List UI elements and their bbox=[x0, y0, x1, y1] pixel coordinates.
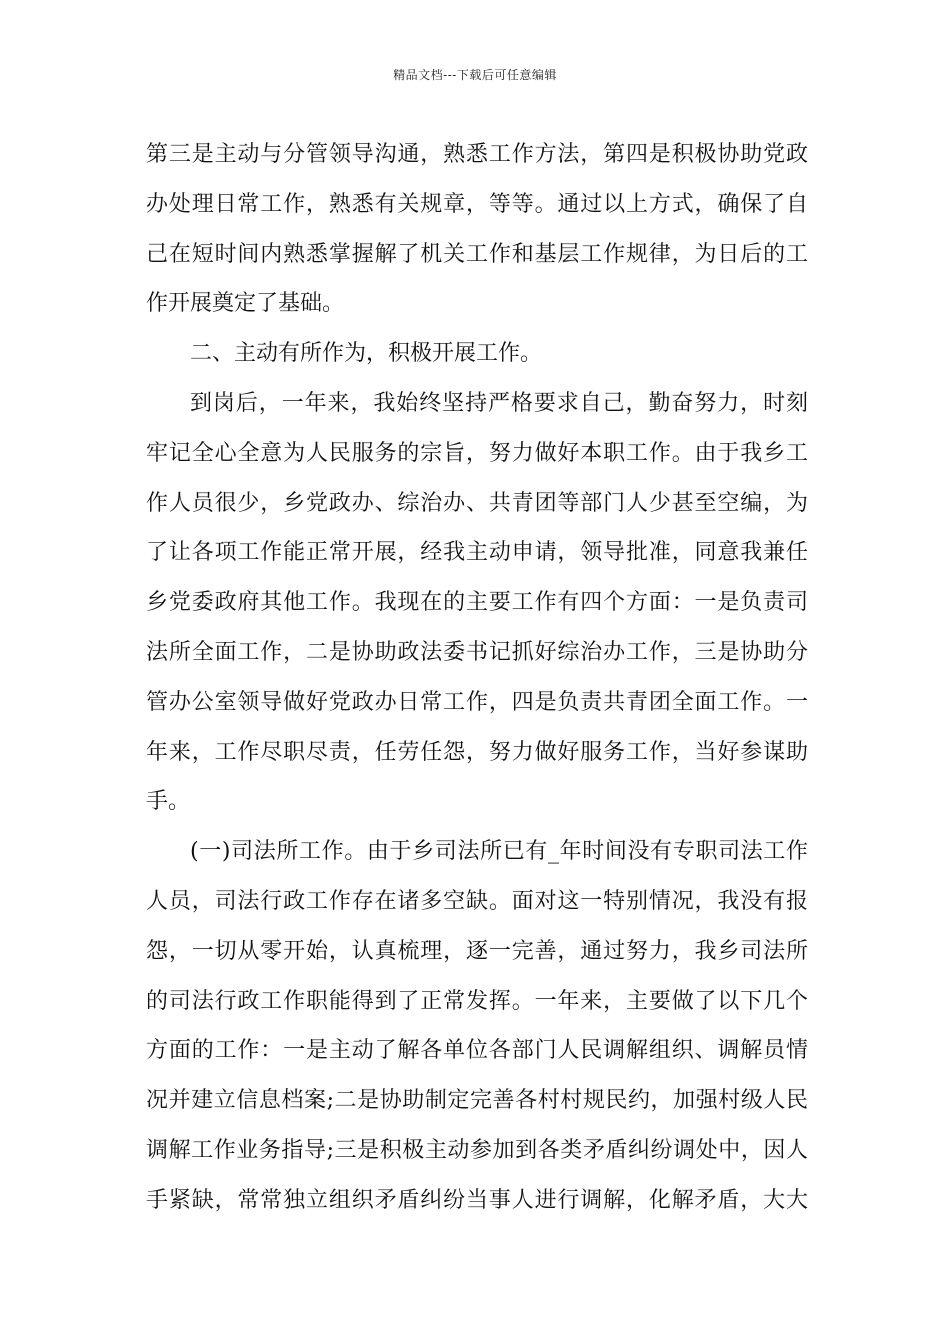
paragraph-first-line: (一)司法所工作。由于乡司法所已有_年时间没有专职司法工作 bbox=[190, 839, 808, 865]
text-line: 方面的工作：一是主动了解各单位各部门人民调解组织、调解员情 bbox=[146, 1038, 808, 1064]
text-line: 第三是主动与分管领导沟通，熟悉工作方法，第四是积极协助党政 bbox=[146, 142, 808, 167]
text-line: 办处理日常工作，熟悉有关规章，等等。通过以上方式，确保了自 bbox=[146, 191, 808, 217]
text-line: 作开展奠定了基础。 bbox=[146, 291, 345, 317]
text-line: 手。 bbox=[146, 789, 191, 815]
text-line: 的司法行政工作职能得到了正常发挥。一年来，主要做了以下几个 bbox=[146, 988, 808, 1014]
paragraph-first-line: 到岗后，一年来，我始终坚持严格要求自己，勤奋努力，时刻 bbox=[190, 390, 808, 416]
page-header: 精品文档---下载后可任意编辑 bbox=[393, 68, 557, 82]
text-line: 管办公室领导做好党政办日常工作，四是负责共青团全面工作。一 bbox=[146, 689, 808, 715]
text-line: 况并建立信息档案;二是协助制定完善各村村规民约，加强村级人民 bbox=[146, 1088, 808, 1114]
text-line: 作人员很少，乡党政办、综治办、共青团等部门人少甚至空编，为 bbox=[146, 490, 808, 516]
text-line: 调解工作业务指导;三是积极主动参加到各类矛盾纠纷调处中，因人 bbox=[146, 1137, 808, 1163]
text-line: 年来，工作尽职尽责，任劳任怨，努力做好服务工作，当好参谋助 bbox=[146, 739, 808, 765]
text-line: 了让各项工作能正常开展，经我主动申请，领导批准，同意我兼任 bbox=[146, 540, 808, 566]
text-line: 怨，一切从零开始，认真梳理，逐一完善，通过努力，我乡司法所 bbox=[146, 938, 808, 964]
text-line: 法所全面工作，二是协助政法委书记抓好综治办工作，三是协助分 bbox=[146, 639, 808, 665]
document-body bbox=[146, 130, 808, 1226]
section-heading: 二、主动有所作为，积极开展工作。 bbox=[190, 341, 543, 367]
text-line: 手紧缺，常常独立组织矛盾纠纷当事人进行调解，化解矛盾，大大 bbox=[146, 1187, 808, 1213]
text-line: 乡党委政府其他工作。我现在的主要工作有四个方面：一是负责司 bbox=[146, 590, 808, 616]
text-line: 人员，司法行政工作存在诸多空缺。面对这一特别情况，我没有报 bbox=[146, 888, 808, 914]
text-line: 牢记全心全意为人民服务的宗旨，努力做好本职工作。由于我乡工 bbox=[146, 440, 808, 466]
text-line: 己在短时间内熟悉掌握解了机关工作和基层工作规律，为日后的工 bbox=[146, 241, 808, 267]
